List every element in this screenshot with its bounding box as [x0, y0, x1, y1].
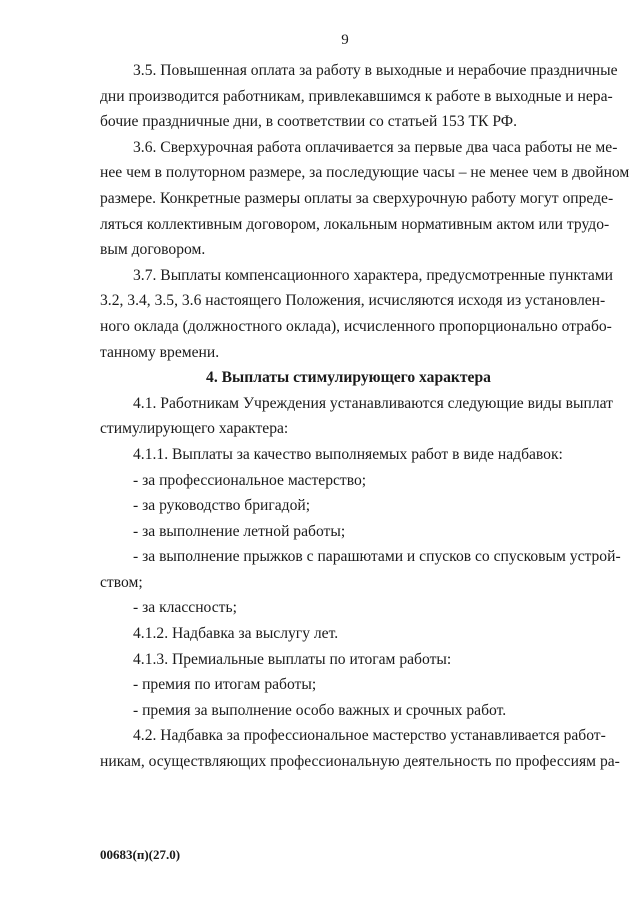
- text-line: 4.1. Работникам Учреждения устанавливаются следующие виды выплат: [133, 394, 613, 412]
- section-heading: 4. Выплаты стимулирующего характера: [206, 369, 491, 387]
- text-line: 3.6. Сверхурочная работа оплачивается за первые два часа работы не ме-: [133, 138, 618, 156]
- list-item: - за профессиональное мастерство;: [133, 471, 367, 489]
- text-line: дни производится работникам, привлекавшимся к работе в выходные и нера-: [100, 87, 613, 105]
- text-line: ляться коллективным договором, локальным нормативным актом или трудо-: [100, 215, 610, 233]
- paragraph-4-1-3: 4.1.3. Премиальные выплаты по итогам работы:: [133, 650, 452, 668]
- text-line: 4.2. Надбавка за профессиональное мастерство устанавливается работ-: [133, 727, 606, 745]
- page-number: 9: [341, 32, 349, 48]
- document-body: [100, 58, 630, 775]
- list-item: - премия за выполнение особо важных и срочных работ.: [133, 701, 507, 719]
- paragraph-4-1: [100, 391, 613, 442]
- list-item: - премия по итогам работы;: [133, 676, 317, 694]
- list-item: - за выполнение летной работы;: [133, 522, 346, 540]
- paragraph-3-6: [100, 135, 630, 263]
- text-line: нее чем в полуторном размере, за последующие часы – не менее чем в двойном: [100, 164, 630, 182]
- paragraph-3-7: [100, 263, 614, 365]
- text-line: ного оклада (должностного оклада), исчисленного пропорционально отрабо-: [100, 317, 612, 335]
- text-line: бочие праздничные дни, в соответствии со статьей 153 ТК РФ.: [100, 113, 517, 131]
- text-line: размере. Конкретные размеры оплаты за сверхурочную работу могут опреде-: [100, 189, 614, 207]
- paragraph-4-1-2: 4.1.2. Надбавка за выслугу лет.: [133, 625, 339, 643]
- text-line: вым договором.: [100, 241, 206, 259]
- list-item: [100, 544, 621, 595]
- text-line: ством;: [100, 573, 143, 591]
- list-item: - за классность;: [133, 599, 237, 617]
- paragraph-4-1-1: 4.1.1. Выплаты за качество выполняемых работ в виде надбавок:: [133, 445, 563, 463]
- text-line: стимулирующего характера:: [100, 420, 289, 438]
- paragraph-4-2: [100, 723, 620, 774]
- paragraph-3-5: [100, 58, 618, 135]
- text-line: танному времени.: [100, 343, 220, 361]
- text-line: 3.2, 3.4, 3.5, 3.6 настоящего Положения, исчисляются исходя из установлен-: [100, 292, 606, 310]
- text-line: - за выполнение прыжков с парашютами и спусков со спусковым устрой-: [133, 548, 621, 566]
- text-line: 3.5. Повышенная оплата за работу в выходные и нерабочие праздничные: [133, 62, 618, 79]
- list-item: - за руководство бригадой;: [133, 497, 311, 515]
- text-line: 3.7. Выплаты компенсационного характера, предусмотренные пунктами: [133, 266, 614, 284]
- document-code: 00683(п)(27.0): [100, 847, 181, 862]
- text-line: никам, осуществляющих профессиональную деятельность по профессиям ра-: [100, 753, 620, 771]
